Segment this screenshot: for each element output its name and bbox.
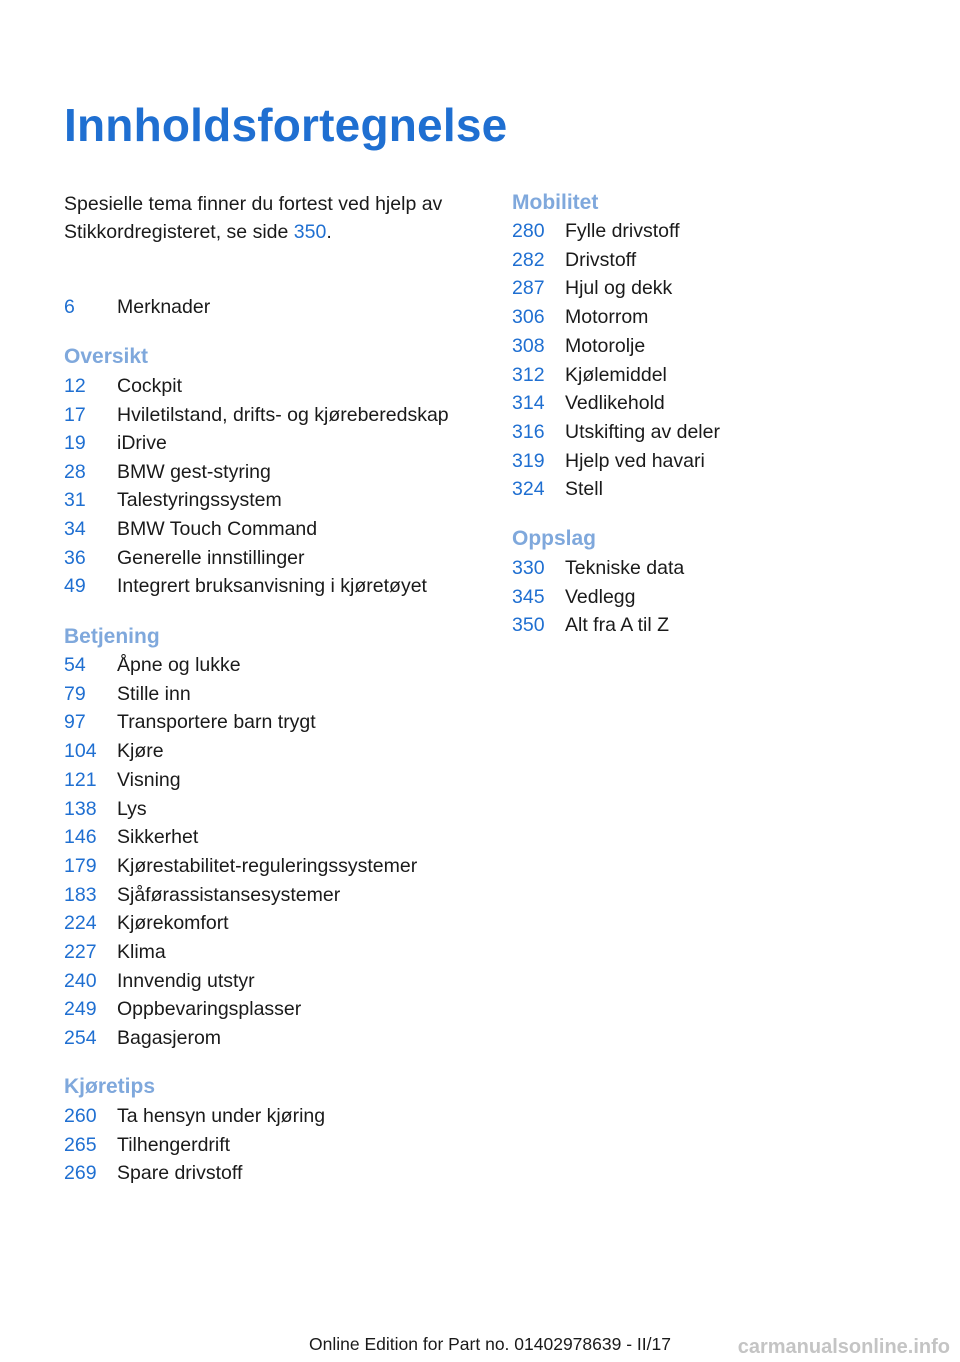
toc-page-number: 330 [512,557,545,579]
toc-page-number: 224 [64,912,97,935]
toc-page-number: 179 [64,854,97,877]
toc-page-number: 227 [64,941,97,963]
toc-page-number: 19 [64,432,86,455]
toc-entry-label: Integrert bruksanvisning i kjøretøyet [117,575,427,598]
toc-page-number: 260 [64,1105,97,1127]
toc-entry-label: Ta hensyn under kjøring [117,1105,326,1127]
intro-page-link[interactable]: 350 [293,221,327,243]
toc-page-number: 12 [64,375,86,397]
toc-entry-label: Transportere barn trygt [117,711,316,734]
toc-page-number: 345 [512,585,545,608]
toc-page-number: 6 [64,296,75,318]
toc-entry-label: Lys [117,797,147,820]
intro-text-after: . [326,221,332,243]
toc-entry-label: Fylle drivstoff [565,220,680,242]
toc-page-number: 249 [64,998,97,1021]
toc-page-number: 269 [64,1162,97,1185]
toc-page-number: 287 [512,277,545,300]
toc-entry-label: Tekniske data [565,557,685,579]
toc-page-number: 79 [64,682,86,705]
toc-entry-label: Åpne og lukke [117,654,241,676]
toc-page-number: 308 [512,334,545,357]
toc-entry-label: Sjåførassistansesystemer [117,883,341,906]
toc-page-number: 36 [64,546,86,569]
toc-page-number: 314 [512,392,545,415]
toc-page-number: 146 [64,826,97,849]
toc-entry-label: Stell [565,478,603,501]
toc-entry-label: Hjelp ved havari [565,449,705,472]
toc-page-number: 31 [64,489,86,512]
toc-entry-label: Hviletilstand, drifts- og kjøreberedskap [117,403,449,426]
toc-page-number: 316 [512,420,545,443]
intro-text-before: Spesielle tema finner du fortest ved hjelp av Stikkordregisteret, se side [64,193,443,243]
toc-entry-label: Alt fra A til Z [565,614,670,637]
toc-page-number: 17 [64,403,86,426]
toc-page-number: 28 [64,460,86,483]
toc-page-number: 312 [512,363,545,386]
toc-entry-label: Merknader [117,296,211,318]
toc-page-number: 104 [64,740,97,763]
toc-page-number: 350 [512,614,545,637]
toc-page-number: 97 [64,711,86,734]
toc-entry-label: Talestyringssystem [117,489,282,512]
toc-entry-label: Oppbevaringsplasser [117,998,302,1021]
section-heading-betjening: Betjening [64,625,160,648]
toc-entry-label: Vedlegg [565,585,636,608]
toc-page-number: 319 [512,449,545,472]
toc-entry-label: iDrive [117,432,167,455]
toc-page-number: 49 [64,575,86,598]
toc-entry-label: Bagasjerom [117,1027,222,1050]
toc-entry-label: BMW gest-styring [117,460,271,483]
toc-page-number: 306 [512,306,545,329]
toc-entry-label: Vedlikehold [565,392,665,415]
toc-entry-label: Cockpit [117,375,183,397]
section-heading-mobilitet: Mobilitet [512,191,599,214]
toc-page-number: 138 [64,797,97,820]
toc-entry-label: Generelle innstillinger [117,546,305,569]
intro-text [64,190,494,246]
toc-page-number: 280 [512,220,545,242]
toc-entry-label: Kjørestabilitet-reguleringssystemer [117,854,418,877]
toc-page-number: 324 [512,478,545,501]
toc-entry-label: Utskifting av deler [565,420,720,443]
toc-entry-label: Stille inn [117,682,191,705]
toc-entry-label: Innvendig utstyr [117,969,255,992]
toc-page-number: 34 [64,518,86,540]
toc-entry-label: Tilhengerdrift [117,1133,231,1156]
toc-page-number: 265 [64,1133,97,1156]
toc-entry-label: Motorrom [565,306,649,329]
section-heading-oversikt: Oversikt [64,345,149,368]
toc-page-number: 240 [64,969,97,992]
toc-entry-label: BMW Touch Command [117,518,318,540]
toc-entry-label: Kjørekomfort [117,912,229,935]
watermark: carmanualsonline.info [737,1336,950,1358]
toc-entry-label: Klima [117,941,166,963]
toc-entry-label: Sikkerhet [117,826,199,849]
toc-entry-label: Spare drivstoff [117,1162,243,1185]
page-footer: Online Edition for Part no. 01402978639 - II/17 [309,1334,671,1354]
page-title: Innholdsfortegnelse [64,99,508,151]
toc-entry-label: Motorolje [565,334,646,357]
toc-entry-label: Visning [117,768,181,791]
toc-page-number: 121 [64,768,97,791]
toc-entry-label: Drivstoff [565,248,637,271]
section-heading-oppslag: Oppslag [512,527,597,550]
toc-page-number: 54 [64,654,86,676]
toc-entry-label: Kjøre [117,740,164,763]
toc-entry-label: Kjølemiddel [565,363,667,386]
toc-page-number: 282 [512,248,545,271]
toc-entry-label: Hjul og dekk [565,277,673,300]
section-heading-kjoretips: Kjøretips [64,1075,156,1098]
toc-page-number: 254 [64,1027,97,1050]
toc-page-number: 183 [64,883,97,906]
